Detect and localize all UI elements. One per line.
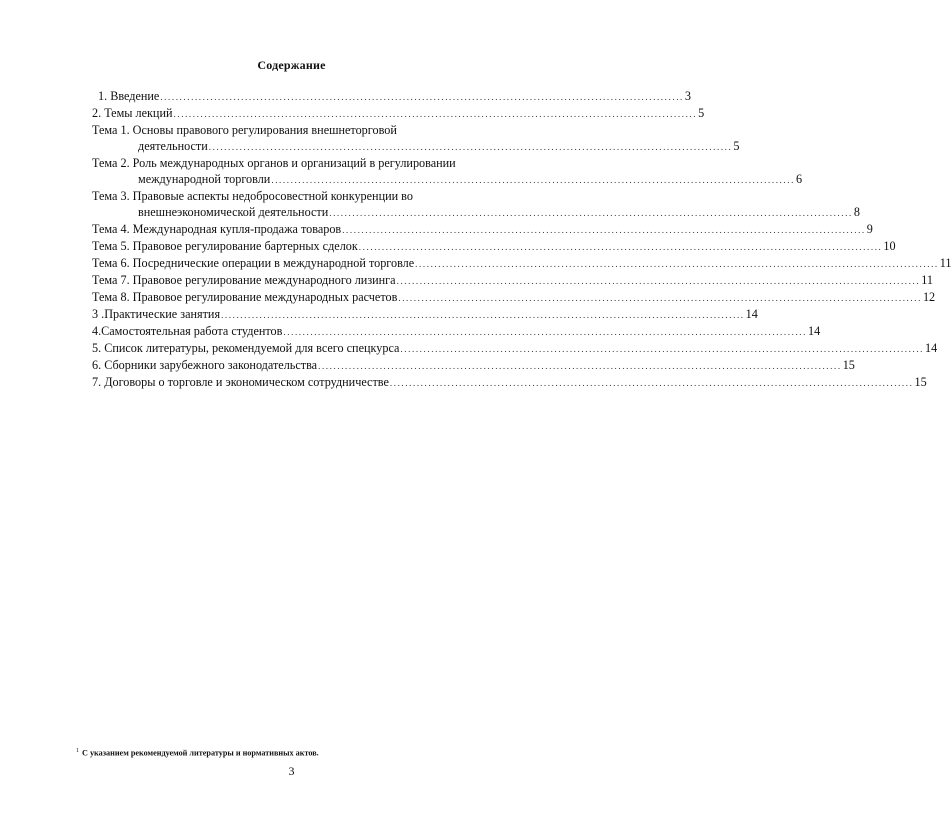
toc-entry-page: 8	[853, 205, 860, 219]
toc-leader-dots: ........................................................................................................................................	[358, 242, 883, 252]
toc-entry-page: 10	[883, 239, 896, 253]
toc-entry-page: 14	[925, 341, 938, 355]
toc-entry-text: Тема 6. Посреднические операции в международной торговле	[92, 256, 415, 270]
footnote-text: С указанием рекомендуемой литературы и нормативных актов.	[82, 748, 319, 758]
toc-entry-text-continued: деятельности	[138, 139, 208, 153]
toc-entry-topic-5[interactable]	[92, 238, 896, 255]
toc-entry-topic-3[interactable]	[92, 188, 860, 221]
toc-entry-text: Тема 5. Правовое регулирование бартерных сделок	[92, 239, 358, 253]
toc-entry-topic-2[interactable]	[92, 155, 803, 188]
page-number: 3	[288, 764, 295, 778]
toc-entry-page: 12	[922, 290, 936, 304]
toc-entry-page: 5	[733, 139, 740, 153]
toc-entry-topic-1[interactable]	[92, 122, 740, 155]
toc-leader-dots: ........................................................................................................................................	[208, 142, 733, 152]
toc-entry-page: 14	[745, 307, 758, 321]
toc-entry-text: Тема 7. Правовое регулирование международного лизинга	[92, 273, 396, 287]
toc-entry-page: 5	[698, 106, 705, 120]
toc-leader-dots: ........................................................................................................................................	[342, 225, 866, 235]
toc-entry-text: 5. Список литературы, рекомендуемой для всего спецкурса	[92, 341, 400, 355]
toc-leader-dots: ........................................................................................................................................	[271, 175, 795, 185]
toc-entry-text-continued: международной торговли	[138, 172, 271, 186]
toc-entry-page: 9	[866, 222, 873, 236]
toc-entry-literature-list[interactable]	[92, 340, 938, 357]
footnote	[76, 748, 319, 758]
toc-entry-text: 2. Темы лекций	[92, 106, 173, 120]
toc-entry-page: 6	[795, 172, 803, 186]
toc-leader-dots: ........................................................................................................................................	[318, 361, 842, 371]
toc-entry-text: 4.Самостоятельная работа студентов	[92, 324, 283, 338]
toc-entry-text: Тема 3. Правовые аспекты недобросовестной конкуренции во	[92, 189, 413, 203]
toc-leader-dots: ........................................................................................................................................	[400, 344, 925, 354]
toc-leader-dots: ........................................................................................................................................	[283, 327, 808, 337]
toc-leader-dots: ........................................................................................................................................	[221, 310, 745, 320]
footnote-mark: 1	[76, 748, 79, 754]
toc-entry-topic-8[interactable]	[92, 289, 936, 306]
toc-entry-page: 3	[684, 89, 692, 103]
toc-entry-trade-agreements[interactable]	[92, 374, 927, 391]
toc-title: Содержание	[257, 58, 326, 72]
toc-entry-text: Тема 1. Основы правового регулирования внешнеторговой	[92, 123, 397, 137]
toc-entry-topic-6[interactable]	[92, 255, 952, 272]
toc-leader-dots: ........................................................................................................................................	[160, 92, 684, 102]
table-of-contents	[92, 88, 952, 391]
toc-entry-text: 6. Сборники зарубежного законодательства	[92, 358, 318, 372]
toc-entry-text: 1. Введение	[98, 89, 160, 103]
toc-entry-text: 3 .Практические занятия	[92, 307, 221, 321]
toc-entry-introduction[interactable]	[92, 88, 692, 105]
toc-leader-dots: ........................................................................................................................................	[398, 293, 922, 303]
toc-entry-page: 15	[914, 375, 927, 389]
toc-leader-dots: ........................................................................................................................................	[396, 276, 921, 286]
toc-leader-dots: ........................................................................................................................................	[389, 378, 914, 388]
toc-leader-dots: ........................................................................................................................................	[415, 259, 939, 269]
toc-entry-text-continued: внешнеэкономической деятельности	[138, 205, 329, 219]
toc-entry-page: 11	[939, 256, 952, 270]
toc-entry-text: Тема 8. Правовое регулирование международных расчетов	[92, 290, 398, 304]
toc-entry-text: Тема 4. Международная купля-продажа товаров	[92, 222, 342, 236]
toc-entry-text: 7. Договоры о торговле и экономическом сотрудничестве	[92, 375, 389, 389]
toc-entry-practical-classes[interactable]	[92, 306, 758, 323]
toc-leader-dots: ........................................................................................................................................	[329, 208, 853, 218]
toc-entry-independent-work[interactable]	[92, 323, 821, 340]
toc-entry-lecture-topics[interactable]	[92, 105, 705, 122]
toc-leader-dots: ........................................................................................................................................	[173, 109, 698, 119]
toc-entry-text: Тема 2. Роль международных органов и организаций в регулировании	[92, 156, 456, 170]
toc-entry-topic-4[interactable]	[92, 221, 873, 238]
toc-entry-page: 11	[921, 273, 933, 287]
toc-entry-page: 14	[808, 324, 821, 338]
toc-entry-foreign-legislation[interactable]	[92, 357, 855, 374]
toc-entry-topic-7[interactable]	[92, 272, 933, 289]
toc-entry-page: 15	[842, 358, 855, 372]
